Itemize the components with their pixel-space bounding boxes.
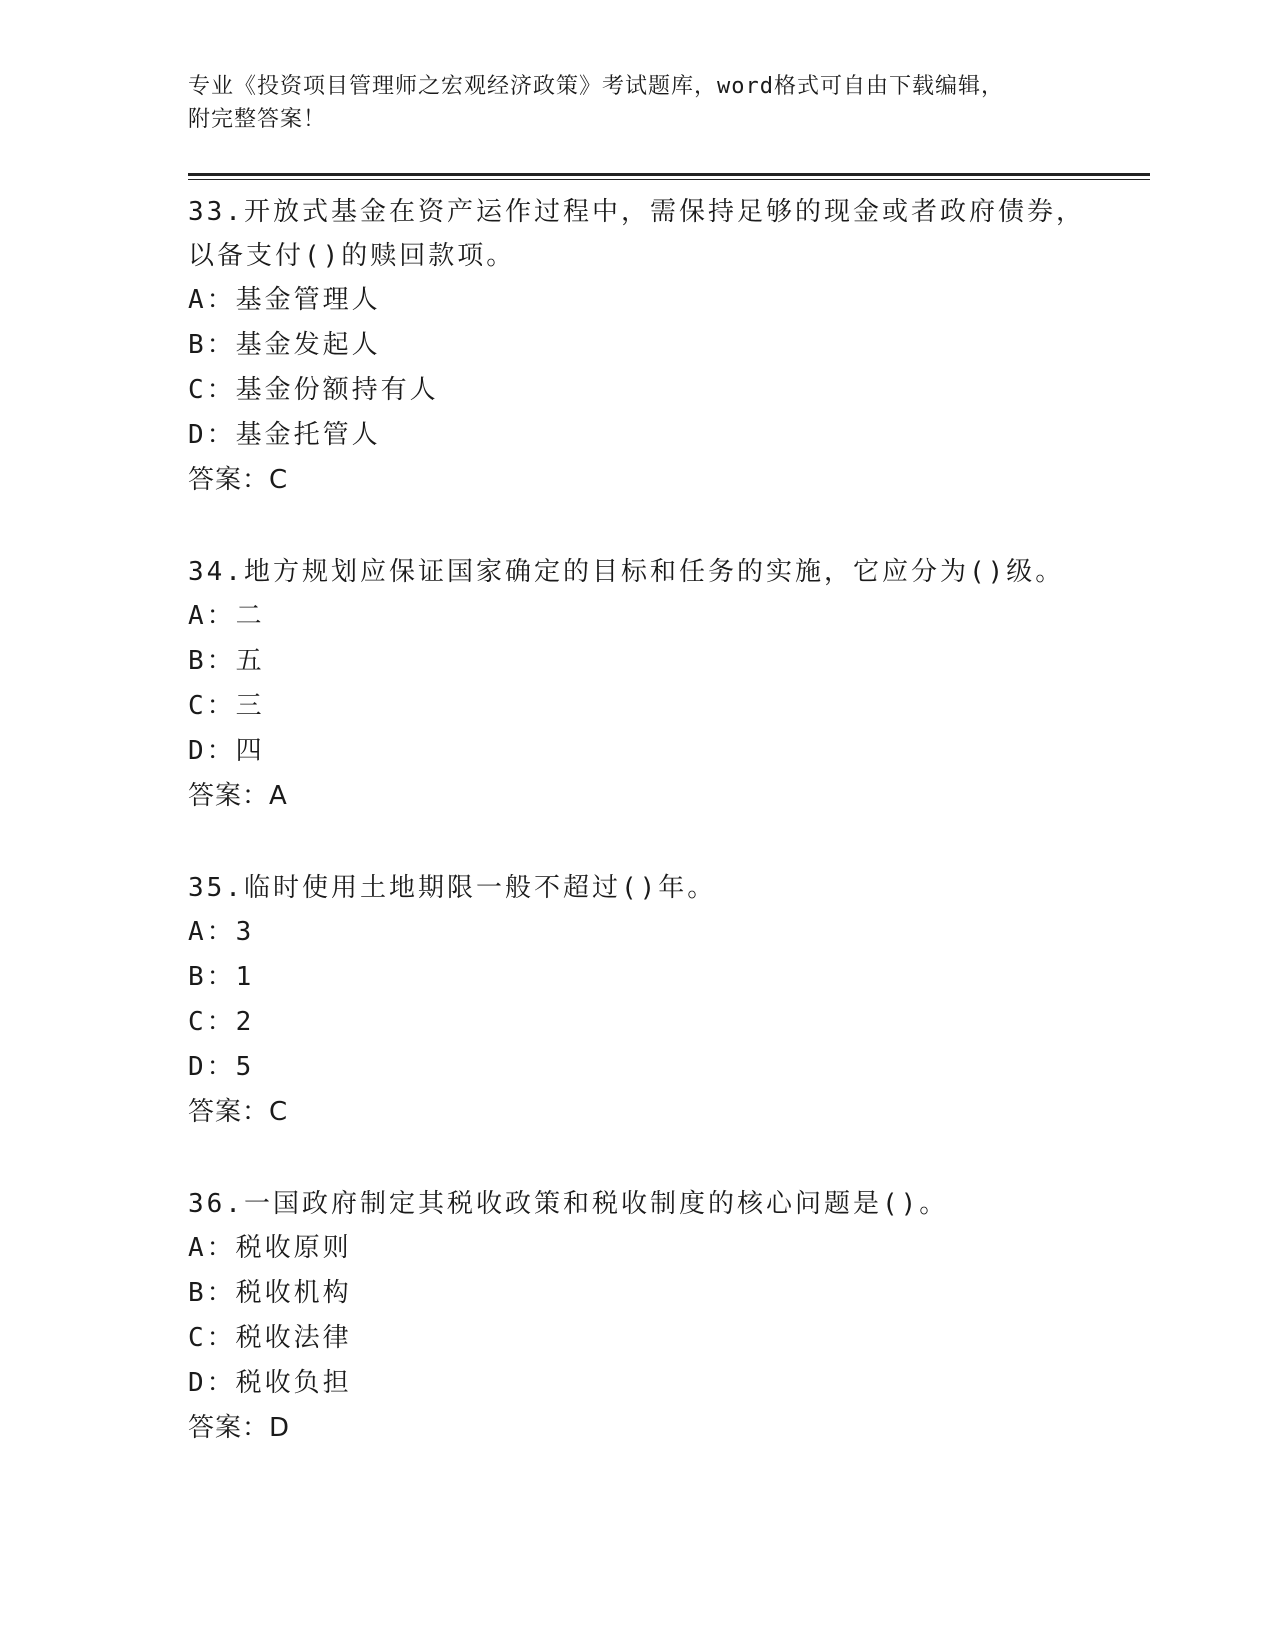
header-line-1: 专业《投资项目管理师之宏观经济政策》考试题库，word格式可自由下载编辑， <box>188 74 1004 99</box>
option-d: D：5 <box>188 1052 255 1082</box>
option-b: B：税收机构 <box>188 1278 352 1308</box>
question-stem: 34.地方规划应保证国家确定的目标和任务的实施，它应分为()级。 <box>188 557 1065 587</box>
option-b: B：基金发起人 <box>188 330 381 360</box>
option-a: A：税收原则 <box>188 1233 352 1263</box>
header-divider <box>188 173 1150 180</box>
question-33 <box>188 190 1150 503</box>
option-c: C：税收法律 <box>188 1323 352 1353</box>
question-stem-continued: 以备支付()的赎回款项。 <box>188 241 516 271</box>
header-line-2: 附完整答案！ <box>188 107 327 132</box>
option-b: B：五 <box>188 646 265 676</box>
option-c: C：基金份额持有人 <box>188 375 439 405</box>
question-34 <box>188 550 1150 819</box>
answer: 答案：A <box>188 781 288 811</box>
answer: 答案：C <box>188 1097 289 1127</box>
option-c: C：三 <box>188 691 265 721</box>
answer: 答案：C <box>188 465 289 495</box>
option-c: C：2 <box>188 1007 255 1037</box>
option-d: D：四 <box>188 736 265 766</box>
option-d: D：基金托管人 <box>188 420 381 450</box>
question-35 <box>188 866 1150 1135</box>
question-36 <box>188 1182 1150 1451</box>
question-stem: 35.临时使用土地期限一般不超过()年。 <box>188 873 717 903</box>
option-a: A：基金管理人 <box>188 285 381 315</box>
document-page <box>188 70 1150 1451</box>
option-a: A：3 <box>188 917 255 947</box>
question-stem: 36.一国政府制定其税收政策和税收制度的核心问题是()。 <box>188 1189 949 1219</box>
answer: 答案：D <box>188 1413 291 1443</box>
option-a: A：二 <box>188 601 265 631</box>
question-stem: 33.开放式基金在资产运作过程中，需保持足够的现金或者政府债券， <box>188 197 1085 227</box>
option-d: D：税收负担 <box>188 1368 352 1398</box>
option-b: B：1 <box>188 962 255 992</box>
